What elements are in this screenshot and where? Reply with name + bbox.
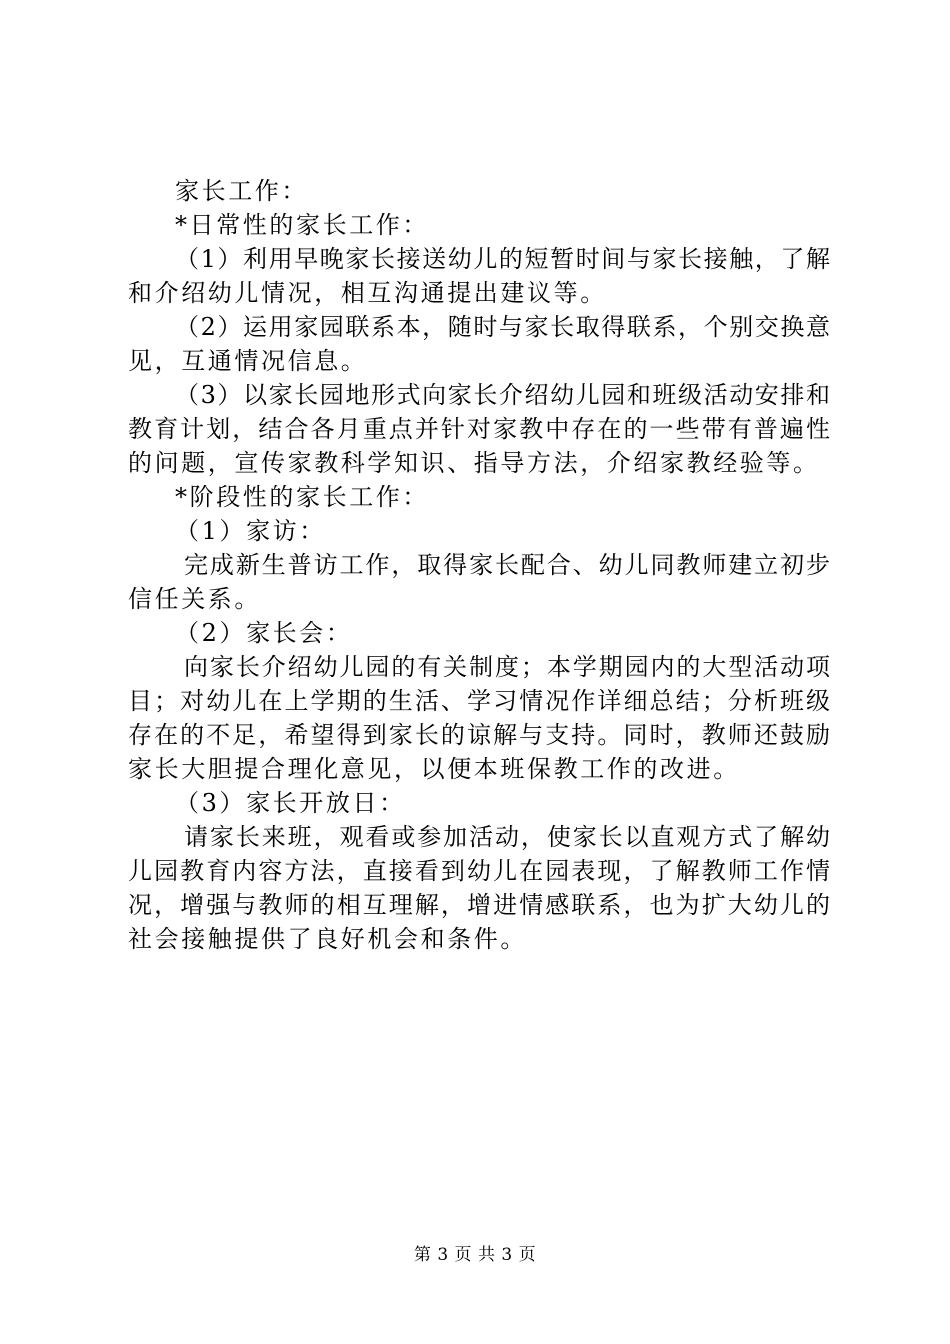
text-line: （3）以家长园地形式向家长介绍幼儿园和班级活动安排和	[175, 381, 830, 409]
text-line: 见，互通情况信息。	[128, 347, 368, 375]
text-line: *日常性的家长工作：	[175, 211, 429, 239]
text-line: 和介绍幼儿情况，相互沟通提出建议等。	[128, 279, 607, 307]
text-line: （2）运用家园联系本，随时与家长取得联系，个别交换意	[175, 313, 830, 341]
text-line: 完成新生普访工作，取得家长配合、幼儿同教师建立初步	[184, 551, 830, 579]
text-line: （1）家访：	[175, 517, 326, 545]
text-line: （1）利用早晚家长接送幼儿的短暂时间与家长接触，了解	[175, 245, 830, 273]
text-line: 家长大胆提合理化意见，以便本班保教工作的改进。	[128, 755, 740, 783]
text-line: （2）家长会：	[175, 619, 353, 647]
page-footer: 第 3 页 共 3 页	[413, 1245, 537, 1265]
text-line: 请家长来班，观看或参加活动，使家长以直观方式了解幼	[184, 823, 830, 851]
text-line: 存在的不足，希望得到家长的谅解与支持。同时，教师还鼓励	[128, 721, 830, 749]
text-line: 况，增强与教师的相互理解，增进情感联系，也为扩大幼儿的	[128, 891, 830, 919]
text-line: 向家长介绍幼儿园的有关制度；本学期园内的大型活动项	[184, 653, 830, 681]
text-line: 社会接触提供了良好机会和条件。	[128, 925, 527, 953]
text-line: 教育计划，结合各月重点并针对家教中存在的一些带有普遍性	[128, 415, 830, 443]
text-line: 的问题，宣传家教科学知识、指导方法，介绍家教经验等。	[128, 449, 820, 477]
text-line: （3）家长开放日：	[175, 789, 406, 817]
text-line: 家长工作：	[175, 177, 308, 205]
text-line: 信任关系。	[128, 585, 261, 613]
document-body	[128, 174, 830, 956]
text-line: 目；对幼儿在上学期的生活、学习情况作详细总结；分析班级	[128, 687, 830, 715]
text-line: *阶段性的家长工作：	[175, 483, 429, 511]
text-line: 儿园教育内容方法，直接看到幼儿在园表现，了解教师工作情	[128, 857, 830, 885]
